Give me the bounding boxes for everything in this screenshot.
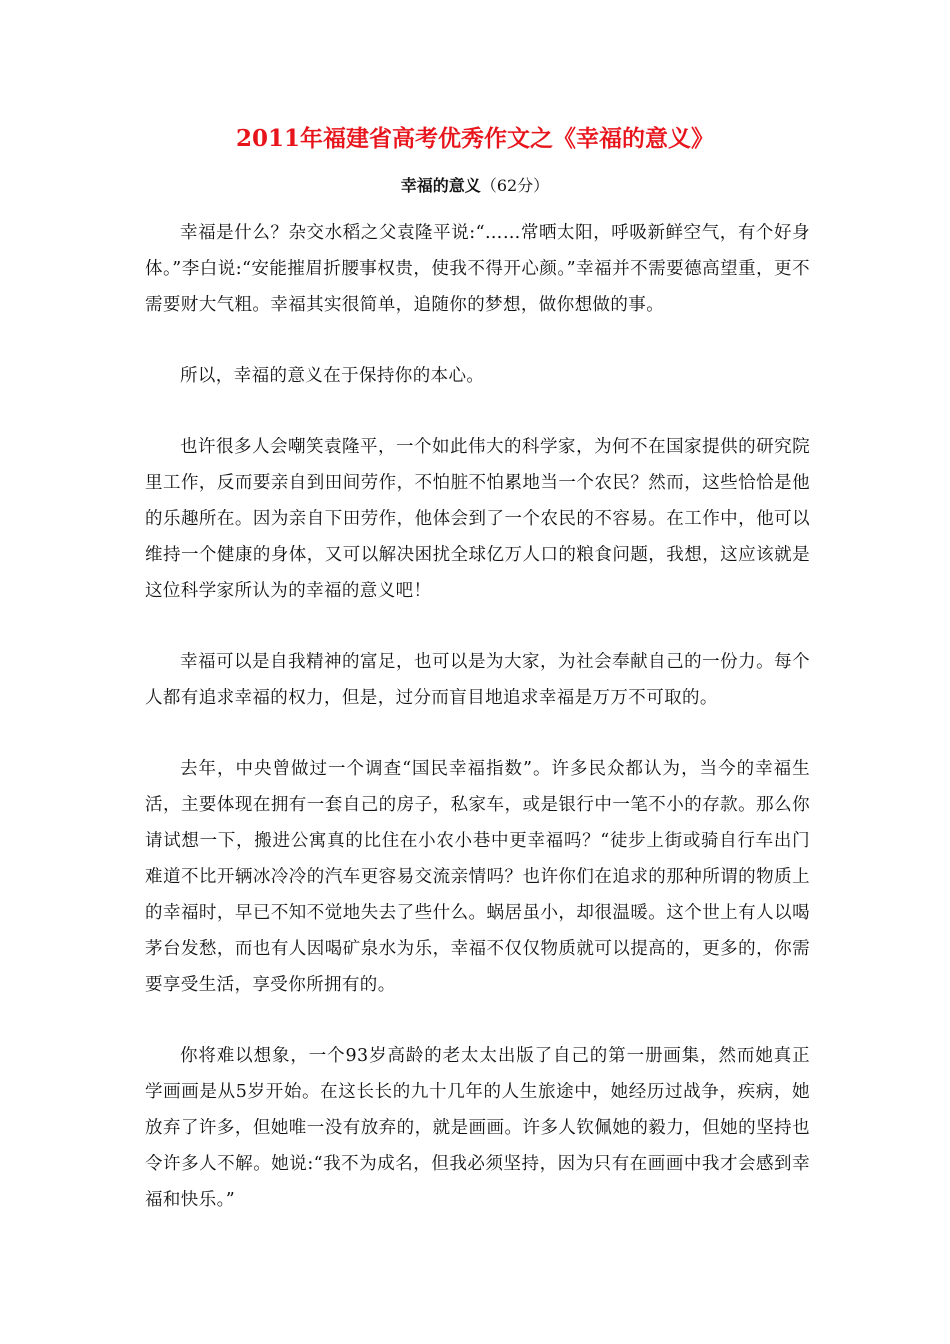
essay-subtitle [0, 174, 950, 198]
essay-score: （62分） [480, 176, 550, 195]
paragraph-6: 你将难以想象，一个93岁高龄的老太太出版了自己的第一册画集，然而她真正学画画是从5岁开始。在这长长的九十几年的人生旅途中，她经历过战争，疾病，她放弃了许多，但她唯一没有放弃的，就是画画。许多人钦佩她的毅力，但她的坚持也令许多人不解。她说:“我不为成名，但我必须坚持，因为只有在画画中我才会感到幸福和快乐。” [145, 1046, 810, 1210]
document-title: 2011年福建省高考优秀作文之《幸福的意义》 [235, 125, 714, 152]
paragraph-2: 所以，幸福的意义在于保持你的本心。 [180, 366, 485, 386]
essay-subtitle-title: 幸福的意义 [400, 176, 481, 195]
paragraph-1: 幸福是什么？杂交水稻之父袁隆平说:“……常晒太阳，呼吸新鲜空气，有个好身体。”李白说:“安能摧眉折腰事权贵，使我不得开心颜。”幸福并不需要德高望重，更不需要财大气粗。幸福其实很简单，追随你的梦想，做你想做的事。 [145, 223, 810, 315]
paragraph-3: 也许很多人会嘲笑袁隆平，一个如此伟大的科学家，为何不在国家提供的研究院里工作，反而要亲自到田间劳作，不怕脏不怕累地当一个农民？然而，这些恰恰是他的乐趣所在。因为亲自下田劳作，他体会到了一个农民的不容易。在工作中，他可以维持一个健康的身体，又可以解决困扰全球亿万人口的粮食问题，我想，这应该就是这位科学家所认为的幸福的意义吧！ [145, 437, 810, 601]
essay-body [145, 215, 810, 1253]
paragraph-5: 去年，中央曾做过一个调查“国民幸福指数”。许多民众都认为，当今的幸福生活，主要体现在拥有一套自己的房子，私家车，或是银行中一笔不小的存款。那么你请试想一下，搬进公寓真的比住在小农小巷中更幸福吗？“徒步上街或骑自行车出门难道不比开辆冰冷冷的汽车更容易交流亲情吗？也许你们在追求的那种所谓的物质上的幸福时，早已不知不觉地失去了些什么。蜗居虽小，却很温暖。这个世上有人以喝茅台发愁，而也有人因喝矿泉水为乐，幸福不仅仅物质就可以提高的，更多的，你需要享受生活，享受你所拥有的。 [145, 759, 810, 995]
paragraph-4: 幸福可以是自我精神的富足，也可以是为大家，为社会奉献自己的一份力。每个人都有追求幸福的权力，但是，过分而盲目地追求幸福是万万不可取的。 [145, 652, 810, 708]
